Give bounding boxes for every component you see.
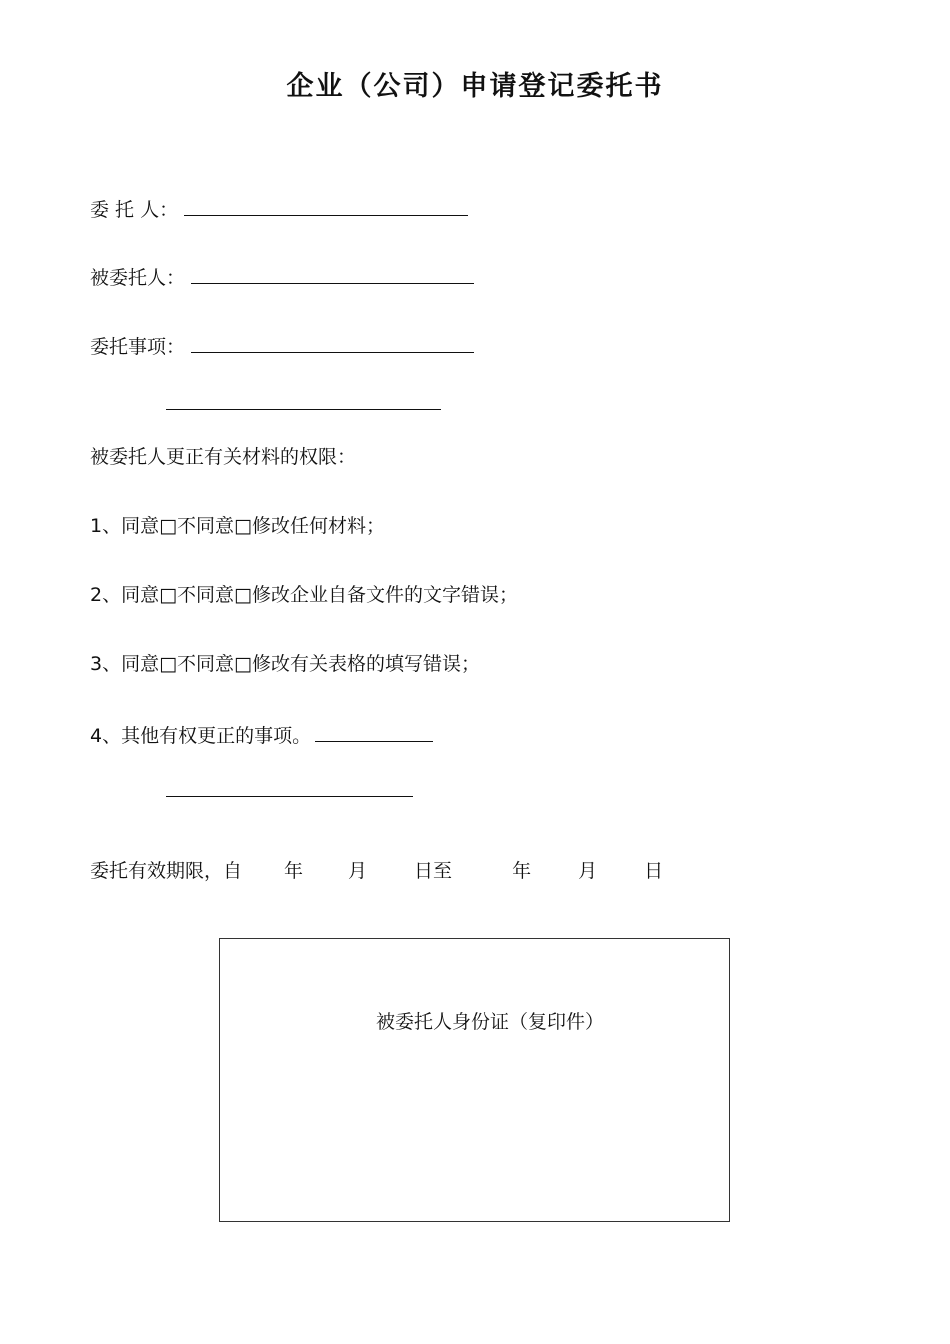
matter-blank[interactable] xyxy=(191,332,474,353)
permissions-heading: 被委托人更正有关材料的权限： xyxy=(90,446,357,468)
id-copy-label: 被委托人身份证（复印件） xyxy=(375,1011,604,1033)
validity-day-to: 日至 xyxy=(414,860,453,882)
permission-item-1 xyxy=(90,514,385,538)
matter-blank-continued[interactable] xyxy=(166,408,441,410)
validity-year-1: 年 xyxy=(284,860,304,882)
agent-row xyxy=(90,263,474,290)
validity-month-1: 月 xyxy=(348,860,368,882)
permission-item-prefix: 3、 xyxy=(90,653,122,675)
validity-year-2: 年 xyxy=(512,860,532,882)
matter-label: 委托事项： xyxy=(90,336,186,358)
id-copy-box xyxy=(219,938,730,1222)
validity-row xyxy=(90,859,663,883)
permission-item-prefix: 4、 xyxy=(90,725,122,747)
other-matters-blank[interactable] xyxy=(315,721,433,742)
other-matters-blank-continued[interactable] xyxy=(166,795,413,797)
validity-day-2: 日 xyxy=(644,860,664,882)
agent-label: 被委托人： xyxy=(90,267,186,289)
agent-blank[interactable] xyxy=(191,263,474,284)
page-title: 企业（公司）申请登记委托书 xyxy=(286,71,664,102)
permission-item-text: 同意□不同意□修改有关表格的填写错误； xyxy=(121,653,480,675)
principal-row xyxy=(90,195,468,222)
permission-item-2 xyxy=(90,583,518,607)
permission-item-text: 同意□不同意□修改任何材料； xyxy=(121,515,385,537)
permission-item-3 xyxy=(90,652,480,676)
permission-item-prefix: 1、 xyxy=(90,515,122,537)
permission-item-4 xyxy=(90,721,433,748)
principal-blank[interactable] xyxy=(184,195,468,216)
permission-item-prefix: 2、 xyxy=(90,584,122,606)
principal-label: 委 托 人： xyxy=(90,199,179,221)
validity-label: 委托有效期限，自 xyxy=(90,860,243,882)
permission-item-text: 其他有权更正的事项。 xyxy=(121,725,312,747)
validity-month-2: 月 xyxy=(578,860,598,882)
permission-item-text: 同意□不同意□修改企业自备文件的文字错误； xyxy=(121,584,518,606)
matter-row xyxy=(90,332,474,359)
